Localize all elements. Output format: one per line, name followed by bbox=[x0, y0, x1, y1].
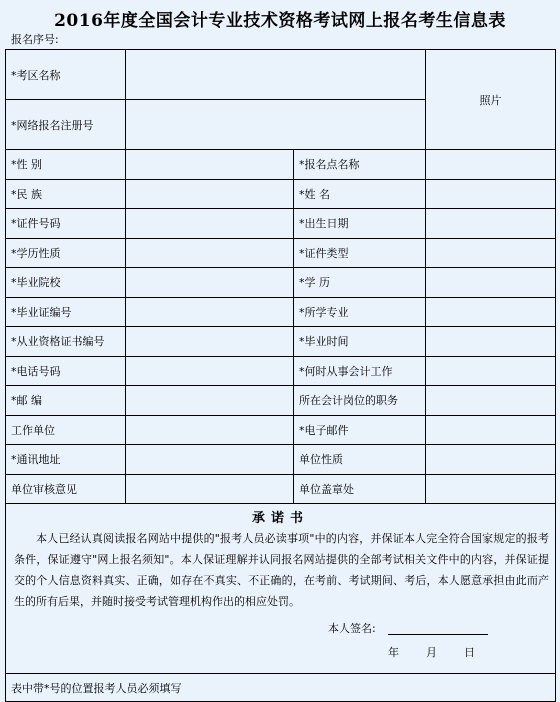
field-label: *学 历 bbox=[294, 268, 426, 298]
field-input[interactable] bbox=[126, 386, 294, 416]
field-row bbox=[6, 297, 556, 327]
field-label: *何时从事会计工作 bbox=[294, 356, 426, 386]
field-input[interactable] bbox=[126, 268, 294, 298]
field-input[interactable] bbox=[126, 297, 294, 327]
pledge-title: 承诺书 bbox=[251, 511, 309, 526]
field-label: 单位性质 bbox=[294, 445, 426, 475]
field-input[interactable] bbox=[426, 386, 556, 416]
date-day-label: 日 bbox=[464, 646, 475, 659]
signature-field[interactable] bbox=[388, 634, 488, 635]
field-label: 单位盖章处 bbox=[294, 474, 426, 504]
signature-label: 本人签名: bbox=[328, 622, 376, 635]
field-label: 所在会计岗位的职务 bbox=[294, 386, 426, 416]
field-input[interactable] bbox=[126, 474, 294, 504]
pledge-section bbox=[6, 504, 556, 674]
field-input[interactable] bbox=[426, 327, 556, 357]
field-input[interactable] bbox=[426, 356, 556, 386]
field-row bbox=[6, 179, 556, 209]
field-label: *毕业证编号 bbox=[6, 297, 126, 327]
field-input[interactable] bbox=[126, 415, 294, 445]
signature-line bbox=[6, 620, 555, 638]
field-label: *毕业院校 bbox=[6, 268, 126, 298]
field-input[interactable] bbox=[426, 415, 556, 445]
pledge-row bbox=[6, 504, 556, 674]
field-label: *所学专业 bbox=[294, 297, 426, 327]
field-input[interactable] bbox=[426, 209, 556, 239]
field-label: 单位审核意见 bbox=[6, 474, 126, 504]
registration-id-field[interactable] bbox=[126, 100, 426, 150]
field-input[interactable] bbox=[426, 179, 556, 209]
field-input[interactable] bbox=[426, 297, 556, 327]
date-year-label: 年 bbox=[388, 646, 399, 659]
exam-region-label: *考区名称 bbox=[6, 50, 126, 100]
field-label: *民 族 bbox=[6, 179, 126, 209]
field-label: *性 别 bbox=[6, 150, 126, 180]
field-row bbox=[6, 150, 556, 180]
field-label: *姓 名 bbox=[294, 179, 426, 209]
field-label: *电话号码 bbox=[6, 356, 126, 386]
field-label: *从业资格证书编号 bbox=[6, 327, 126, 357]
field-input[interactable] bbox=[426, 238, 556, 268]
field-label: 工作单位 bbox=[6, 415, 126, 445]
registration-id-label: *网络报名注册号 bbox=[6, 100, 126, 150]
registration-number-label: 报名序号: bbox=[11, 33, 59, 46]
footnote: 表中带*号的位置报考人员必须填写 bbox=[6, 674, 556, 702]
footnote-row bbox=[6, 674, 556, 702]
exam-region-field[interactable] bbox=[126, 50, 426, 100]
photo-label: 照片 bbox=[479, 93, 502, 107]
form-title: 2016年度全国会计专业技术资格考试网上报名考生信息表 bbox=[54, 11, 506, 31]
pledge-text: 本人已经认真阅读报名网站中提供的"报考人员必读事项"中的内容，并保证本人完全符合国家规定的报考条件，保证遵守"网上报名须知"。本人保证理解并认同报名网站提供的全部考试相关文件中的内容，并保证提交的个人信息资料真实、正确，如存在不真实、不正确的，在考前、考试期间、考后，本人愿意承担由此而产生的所有后果，并随时接受考试管理机构作出的相应处罚。 bbox=[14, 532, 549, 608]
field-input[interactable] bbox=[126, 238, 294, 268]
field-label: *报名点名称 bbox=[294, 150, 426, 180]
field-input[interactable] bbox=[426, 268, 556, 298]
exam-region-row bbox=[6, 50, 556, 100]
field-label: *证件号码 bbox=[6, 209, 126, 239]
field-row bbox=[6, 209, 556, 239]
field-row bbox=[6, 268, 556, 298]
field-input[interactable] bbox=[426, 445, 556, 475]
date-line bbox=[6, 644, 555, 662]
field-input[interactable] bbox=[126, 179, 294, 209]
field-row bbox=[6, 327, 556, 357]
field-input[interactable] bbox=[126, 327, 294, 357]
field-row bbox=[6, 356, 556, 386]
field-label: *电子邮件 bbox=[294, 415, 426, 445]
field-row bbox=[6, 386, 556, 416]
field-label: *毕业时间 bbox=[294, 327, 426, 357]
field-row bbox=[6, 474, 556, 504]
field-input[interactable] bbox=[126, 150, 294, 180]
field-input[interactable] bbox=[426, 474, 556, 504]
field-input[interactable] bbox=[426, 150, 556, 180]
field-input[interactable] bbox=[126, 209, 294, 239]
applicant-info-table bbox=[5, 49, 556, 702]
field-label: *出生日期 bbox=[294, 209, 426, 239]
field-input[interactable] bbox=[126, 445, 294, 475]
field-label: *邮 编 bbox=[6, 386, 126, 416]
field-row bbox=[6, 238, 556, 268]
field-label: *通讯地址 bbox=[6, 445, 126, 475]
field-label: *学历性质 bbox=[6, 238, 126, 268]
field-label: *证件类型 bbox=[294, 238, 426, 268]
field-row bbox=[6, 445, 556, 475]
field-row bbox=[6, 415, 556, 445]
photo-box[interactable] bbox=[426, 50, 556, 150]
date-month-label: 月 bbox=[426, 646, 437, 659]
field-input[interactable] bbox=[126, 356, 294, 386]
